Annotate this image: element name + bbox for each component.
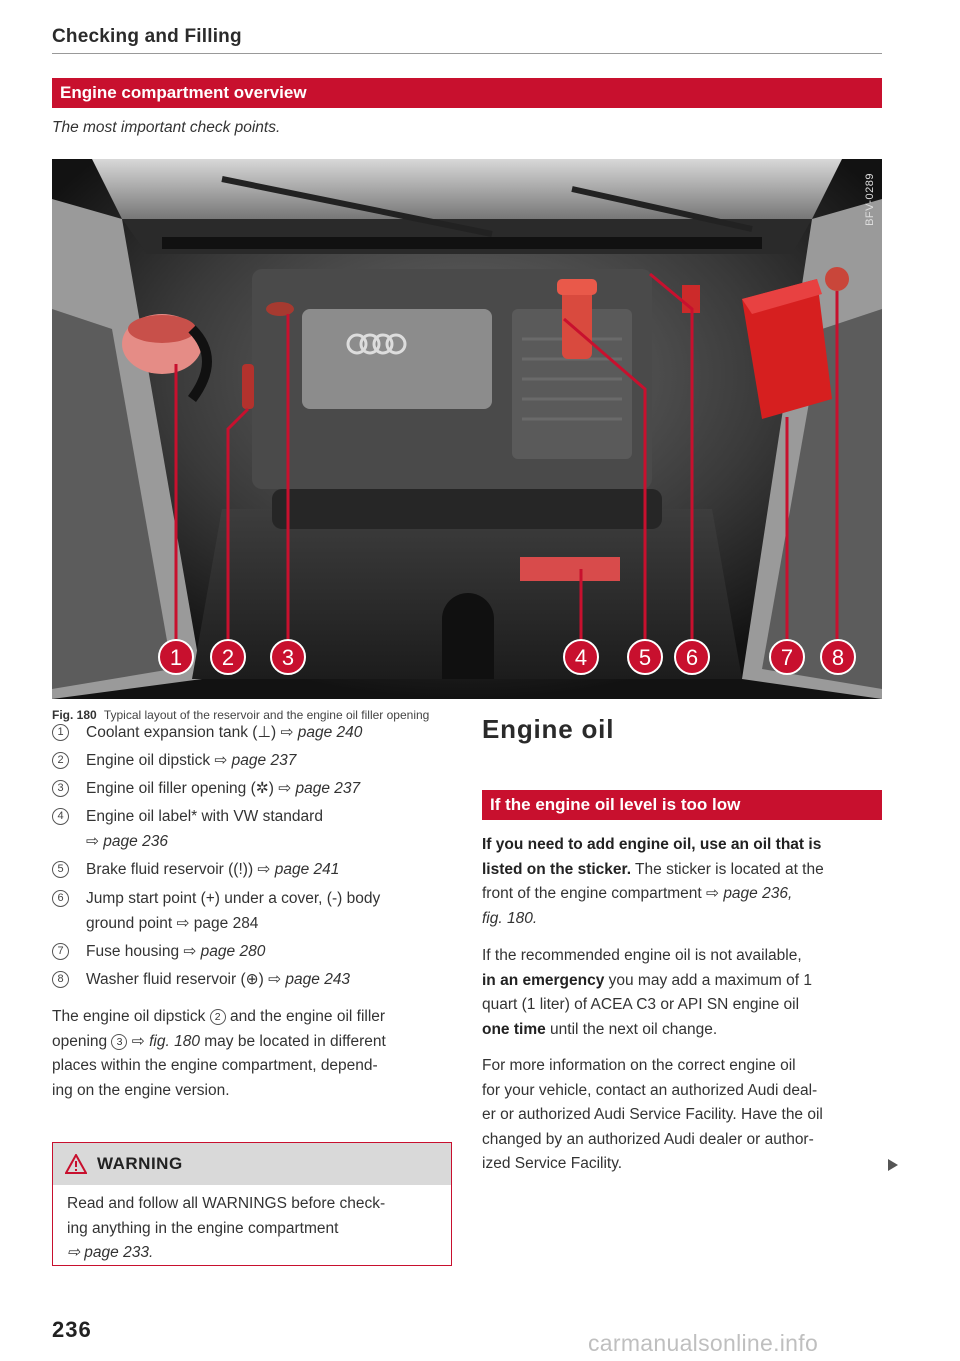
page-link[interactable]: page 280 xyxy=(200,943,266,960)
page-link[interactable]: page 241 xyxy=(274,861,340,878)
legend-number: 8 xyxy=(52,971,69,988)
watermark: carmanualsonline.info xyxy=(588,1330,819,1356)
warning-box xyxy=(52,1142,452,1266)
subtitle: The most important check points. xyxy=(52,119,281,136)
legend-number: 7 xyxy=(52,943,69,960)
legend-item: 7 Fuse housing ⇨ page 280 xyxy=(52,939,69,964)
legend-item: 8 Washer fluid reservoir (⊕) ⇨ page 243 xyxy=(52,967,69,992)
brake-icon: (!) xyxy=(233,861,248,878)
svg-text:8: 8 xyxy=(831,645,845,670)
warning-header xyxy=(53,1143,451,1185)
figure-link[interactable]: fig. 180 xyxy=(149,1032,200,1050)
warning-triangle-icon xyxy=(65,1154,87,1174)
page-number: 236 xyxy=(52,1317,92,1342)
warning-title: WARNING xyxy=(97,1154,183,1173)
oil-low-heading: If the engine oil level is too low xyxy=(490,795,741,814)
svg-text:6: 6 xyxy=(685,645,699,670)
legend-number: 5 xyxy=(52,861,69,878)
legend-item: 5 Brake fluid reservoir ((!)) ⇨ page 241 xyxy=(52,857,69,882)
page-link[interactable]: page 243 xyxy=(285,971,351,988)
callout-layer xyxy=(52,159,882,699)
legend-number: 2 xyxy=(52,752,69,769)
engine-compartment-figure xyxy=(52,159,882,699)
figure-link[interactable]: fig. 180. xyxy=(482,909,538,927)
legend-item: 6 Jump start point (+) under a cover, (-) body xyxy=(52,886,69,911)
legend-item: 3 Engine oil filler opening (✲) ⇨ page 237 xyxy=(52,776,69,801)
svg-text:2: 2 xyxy=(221,645,235,670)
legend-item: 2 Engine oil dipstick ⇨ page 237 xyxy=(52,748,69,773)
callout-5 xyxy=(628,640,662,674)
page-link[interactable]: page 237 xyxy=(231,752,297,769)
page-link[interactable]: page 236, xyxy=(723,885,793,903)
svg-text:5: 5 xyxy=(638,645,652,670)
coolant-icon: ⊥ xyxy=(257,724,271,741)
section-header: Checking and Filling xyxy=(52,26,242,47)
main-heading-bar xyxy=(52,78,882,108)
header-divider xyxy=(52,53,882,54)
oil-low-heading-bar xyxy=(482,790,882,820)
figure-code: BFV-0289 xyxy=(864,173,876,226)
page-link[interactable]: page 240 xyxy=(297,724,363,741)
inline-callout-3: 3 xyxy=(111,1034,127,1050)
callout-1 xyxy=(159,640,193,674)
svg-text:4: 4 xyxy=(574,645,588,670)
oil-sticker-paragraph: If you need to add engine oil, use an oil that is listed on the sticker. The sticker is located at the front of the engine compartment ⇨ page 236, fig. 180. xyxy=(482,836,824,927)
callout-4 xyxy=(564,640,598,674)
page-link[interactable]: ⇨ page 233. xyxy=(67,1244,154,1262)
engine-oil-heading: Engine oil xyxy=(482,714,615,744)
inline-callout-2: 2 xyxy=(210,1009,226,1025)
svg-text:1: 1 xyxy=(169,645,183,670)
legend-number: 4 xyxy=(52,808,69,825)
warning-text: Read and follow all WARNINGS before check- ing anything in the engine compartment ⇨ page 233. xyxy=(67,1195,386,1262)
emergency-oil-paragraph: If the recommended engine oil is not available, in an emergency you may add a maximum of 1 quart (1 liter) of ACEA C3 or API SN engine oil one time until the next oil change. xyxy=(482,947,812,1038)
more-info-paragraph: For more information on the correct engine oil for your vehicle, contact an authorized Audi deal- er or authorized Audi Service Facility. Have the oil changed by an authorized Audi dealer or author- ized Service Facility. xyxy=(482,1057,823,1173)
svg-text:3: 3 xyxy=(281,645,295,670)
legend-number: 1 xyxy=(52,724,69,741)
callout-2 xyxy=(211,640,245,674)
figure-caption-label: Fig. 180 xyxy=(52,708,97,722)
callout-7 xyxy=(770,640,804,674)
main-heading: Engine compartment overview xyxy=(60,83,307,102)
page-link[interactable]: page 237 xyxy=(295,780,361,797)
callout-6 xyxy=(675,640,709,674)
legend-number: 3 xyxy=(52,780,69,797)
legend-item: 4 Engine oil label* with VW standard xyxy=(52,804,69,829)
legend-number: 6 xyxy=(52,890,69,907)
callout-3 xyxy=(271,640,305,674)
washer-icon: ⊕ xyxy=(245,971,259,988)
continue-arrow-icon xyxy=(888,1159,898,1171)
callout-8 xyxy=(821,640,855,674)
page-link[interactable]: page 236 xyxy=(103,833,168,850)
legend-item: 1 Coolant expansion tank (⊥) ⇨ page 240 xyxy=(52,720,69,745)
svg-text:7: 7 xyxy=(780,645,794,670)
dipstick-location-paragraph: The engine oil dipstick 2 and the engine oil filler opening 3 ⇨ fig. 180 may be located in different places within the engine compartment, depend- ing on the engine version. xyxy=(52,1008,386,1099)
figure-caption-text: Typical layout of the reservoir and the engine oil filler opening xyxy=(103,708,430,722)
oil-can-icon: ✲ xyxy=(255,780,269,797)
